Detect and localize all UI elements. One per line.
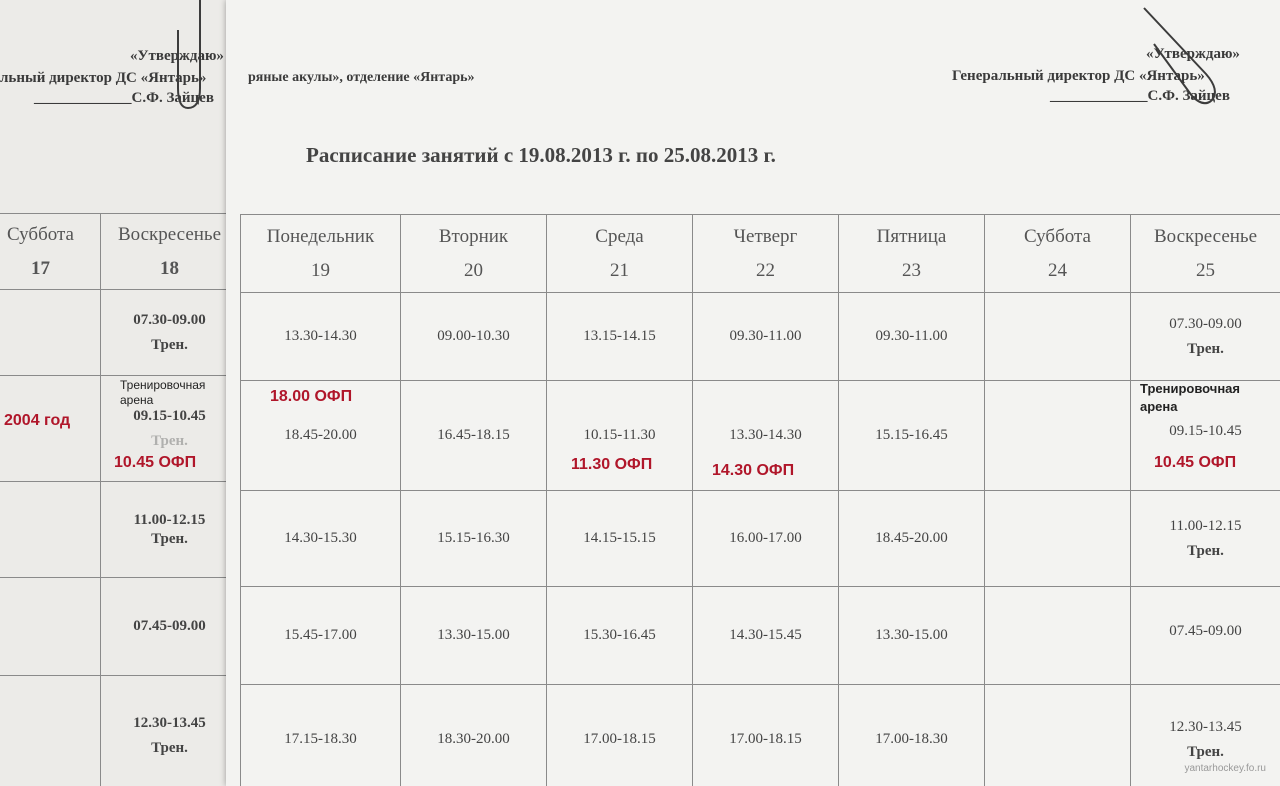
table-row	[241, 587, 1280, 685]
table-cell: 13.30-14.30	[241, 293, 401, 381]
table-cell: 16.00-17.00	[693, 491, 839, 587]
previous-week-table	[0, 213, 239, 786]
current-week-sheet	[226, 0, 1280, 786]
monday-ofp-annotation: 18.00 ОФП	[270, 388, 353, 405]
table-cell	[985, 381, 1131, 491]
ofp-annotation: 10.45 ОФП	[114, 454, 197, 471]
table-cell: 09.15-10.45	[1131, 381, 1280, 491]
table-cell	[985, 491, 1131, 587]
approval-heading: «Утверждаю»	[1146, 46, 1240, 62]
table-cell: 15.15-16.30	[401, 491, 547, 587]
approval-heading: «Утверждаю»	[130, 48, 224, 64]
paper-clip-icon	[1140, 4, 1230, 114]
table-cell: 18.30-20.00	[401, 685, 547, 786]
table-cell: 09.00-10.30	[401, 293, 547, 381]
table-cell: 15.15-16.45	[839, 381, 985, 491]
arena-note: Тренировочная арена	[1140, 381, 1240, 414]
thursday-ofp-annotation: 14.30 ОФП	[712, 462, 795, 479]
table-cell: 15.45-17.00	[241, 587, 401, 685]
schedule-table	[240, 214, 1280, 786]
previous-week-sheet	[0, 0, 252, 786]
table-cell: 09.30-11.00	[839, 293, 985, 381]
table-cell: 18.45-20.00	[241, 381, 401, 491]
table-cell: 16.45-18.15	[401, 381, 547, 491]
day-header: Воскресенье 18	[101, 214, 239, 290]
day-header: Пятница 23	[839, 215, 985, 293]
watermark: yantarhockey.fo.ru	[1184, 763, 1266, 774]
table-cell: 12.30-13.45 Трен.	[1131, 685, 1280, 786]
table-cell: 17.15-18.30	[241, 685, 401, 786]
table-cell: 11.00-12.15 Трен.	[101, 482, 239, 578]
day-header: Четверг 22	[693, 215, 839, 293]
table-row	[241, 491, 1280, 587]
wednesday-ofp-annotation: 11.30 ОФП	[571, 456, 653, 473]
team-line: ряные акулы», отделение «Янтарь»	[248, 70, 475, 85]
paper-clip-icon	[176, 0, 216, 116]
table-cell: 13.30-14.30	[693, 381, 839, 491]
table-cell: 13.15-14.15	[547, 293, 693, 381]
table-cell	[0, 482, 101, 578]
director-line: Генеральный директор ДС «Янтарь»	[952, 68, 1205, 84]
table-row	[241, 685, 1280, 786]
table-cell: 11.00-12.15 Трен.	[1131, 491, 1280, 587]
table-cell	[0, 676, 101, 786]
day-header: Воскресенье 25	[1131, 215, 1280, 293]
day-header: Понедельник 19	[241, 215, 401, 293]
arena-note: Тренировочная арена	[120, 378, 206, 407]
table-cell: 15.30-16.45	[547, 587, 693, 685]
year-annotation: 2004 год	[4, 412, 71, 429]
day-header: Среда 21	[547, 215, 693, 293]
table-cell	[985, 685, 1131, 786]
table-cell: 13.30-15.00	[839, 587, 985, 685]
table-cell	[0, 290, 101, 376]
table-cell: 14.30-15.30	[241, 491, 401, 587]
signature-line: _____________С.Ф. Зайцев	[1050, 88, 1230, 104]
table-cell: 14.15-15.15	[547, 491, 693, 587]
table-cell: 17.00-18.15	[693, 685, 839, 786]
table-cell: 17.00-18.30	[839, 685, 985, 786]
table-cell: 13.30-15.00	[401, 587, 547, 685]
day-header: Суббота 24	[985, 215, 1131, 293]
schedule-title: Расписание занятий с 19.08.2013 г. по 25.08.2013 г.	[306, 143, 776, 167]
table-cell: 12.30-13.45 Трен.	[101, 676, 239, 786]
table-cell: 07.45-09.00	[1131, 587, 1280, 685]
sunday-ofp-annotation: 10.45 ОФП	[1154, 454, 1237, 471]
director-line: льный директор ДС «Янтарь»	[0, 70, 207, 86]
day-header: Суббота 17	[0, 214, 101, 290]
table-cell: 07.45-09.00	[101, 578, 239, 676]
table-cell	[985, 587, 1131, 685]
table-cell	[0, 578, 101, 676]
table-row	[241, 293, 1280, 381]
table-cell: 07.30-09.00 Трен.	[1131, 293, 1280, 381]
table-cell	[985, 293, 1131, 381]
table-cell: 14.30-15.45	[693, 587, 839, 685]
table-cell: 10.15-11.30	[547, 381, 693, 491]
table-cell: 18.45-20.00	[839, 491, 985, 587]
day-header: Вторник 20	[401, 215, 547, 293]
table-cell: 07.30-09.00 Трен.	[101, 290, 239, 376]
signature-line: _____________С.Ф. Зайцев	[34, 90, 214, 106]
table-cell: 09.30-11.00	[693, 293, 839, 381]
table-cell: 09.15-10.45 Трен.	[101, 376, 239, 482]
table-cell: 17.00-18.15	[547, 685, 693, 786]
